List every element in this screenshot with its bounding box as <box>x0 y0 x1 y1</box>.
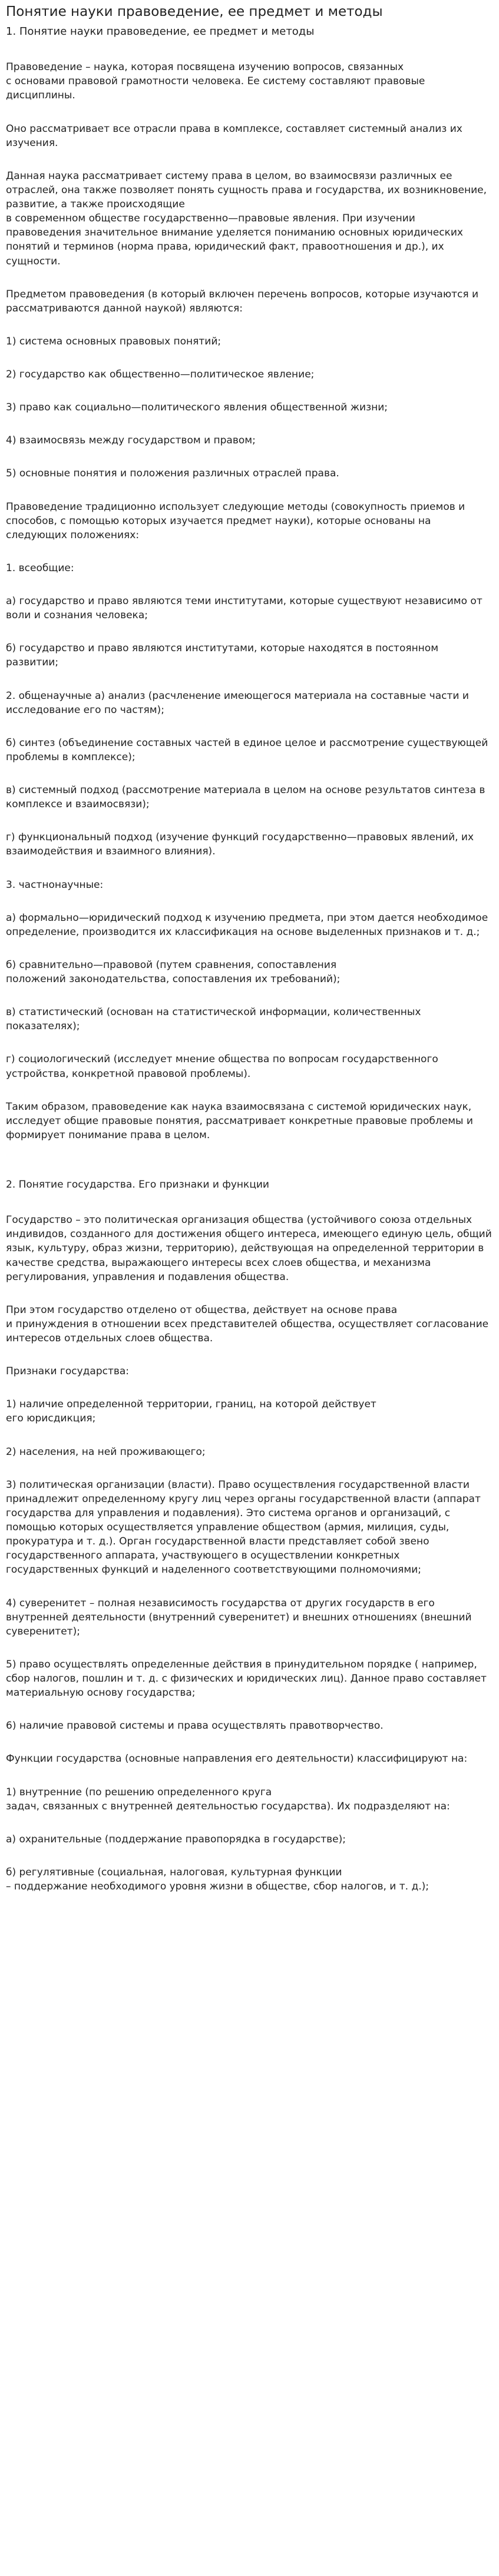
paragraph: 1) внутренние (по решению определенного круга задач, связанных с внутренней деятельностью государства). Их подразделяют на: <box>6 1786 450 1812</box>
paragraph: 2) населения, на ней проживающего; <box>6 1446 206 1458</box>
section-1-heading: 1. Понятие науки правоведение, ее предмет и методы <box>6 25 315 38</box>
paragraph: 4) взаимосвязь между государством и правом; <box>6 435 256 447</box>
page-title: Понятие науки правоведение, ее предмет и методы <box>6 4 383 19</box>
paragraph: Оно рассматривает все отрасли права в комплексе, составляет системный анализ их изучения. <box>6 122 462 149</box>
paragraph: Признаки государства: <box>6 1365 130 1378</box>
paragraph: Функции государства (основные направления его деятельности) классифицируют на: <box>6 1753 468 1765</box>
paragraph: б) синтез (объединение составных частей в единое целое и рассмотрение существующей проблемы в комплексе); <box>6 737 488 763</box>
paragraph: 1) наличие определенной территории, границ, на которой действует его юрисдикция; <box>6 1398 376 1425</box>
paragraph: 1. всеобщие: <box>6 562 74 574</box>
paragraph: Государство – это политическая организация общества (устойчивого союза отдельных индивидов, созданного для достижения общего интереса, имеющего единую цель, общий язык, культуру, образ жизни, территорию), действующая на определенной территории в качестве средства, выражающего интересы всех слоев общества, и механизма регулирования, управления и подавления общества. <box>6 1214 492 1283</box>
paragraph: Правоведение – наука, которая посвящена изучению вопросов, связанных с основами правовой грамотности человека. Ее систему составляют правовые дисциплины. <box>6 61 425 102</box>
paragraph: б) государство и право являются институтами, которые находятся в постоянном развитии; <box>6 642 439 669</box>
paragraph: Данная наука рассматривает систему права в целом, во взаимосвязи различных ее отраслей, она также позволяет понять сущность права и государства, их возникновение, развитие, а также происходящие в современном обществе государственно—правовые явления. При изучении правоведения значительное внимание уделяется пониманию основных юридических понятий и терминов (норма права, юридический факт, правоотношения и др.), их сущности. <box>6 170 487 267</box>
paragraph: 6) наличие правовой системы и права осуществлять правотворчество. <box>6 1720 384 1732</box>
paragraph: 5) основные понятия и положения различных отраслей права. <box>6 468 339 480</box>
paragraph: 1) система основных правовых понятий; <box>6 335 222 347</box>
paragraph: Предметом правоведения (в который включен перечень вопросов, которые изучаются и рассматриваются данной наукой) являются: <box>6 288 479 314</box>
paragraph: 3) политическая организации (власти). Право осуществления государственной власти принадлежит определенному кругу лиц через органы государственной власти (аппарат государства для управления и подавления). Это система органов и организаций, с помощью которых осуществляется управление обществом (армия, милиция, суды, прокуратура и т. д.). Орган государственной власти представляет собой звено государственного аппарата, участвующего в осуществлении конкретных государственных функций и наделенного соответствующими полномочиями; <box>6 1478 481 1576</box>
paragraph: б) сравнительно—правовой (путем сравнения, сопоставления положений законодательства, сопоставления их требований); <box>6 959 341 986</box>
paragraph: а) государство и право являются теми институтами, которые существуют независимо от воли и сознания человека; <box>6 595 483 622</box>
paragraph: 2. общенаучные а) анализ (расчленение имеющегося материала на составные части и исследование его по частям); <box>6 689 469 716</box>
paragraph: в) системный подход (рассмотрение материала в целом на основе результатов синтеза в комплексе и взаимосвязи); <box>6 784 485 811</box>
paragraph: г) социологический (исследует мнение общества по вопросам государственного устройства, конкретной правовой проблемы). <box>6 1053 438 1080</box>
paragraph: 3. частнонаучные: <box>6 878 104 891</box>
paragraph: Таким образом, правоведение как наука взаимосвязана с системой юридических наук, исследует общие правовые понятия, рассматривает конкретные правовые проблемы и формирует понимание права в целом. <box>6 1100 473 1141</box>
paragraph: При этом государство отделено от общества, действует на основе права и принуждения в отношении всех представителей общества, осуществляет согласование интересов отдельных слоев общества. <box>6 1304 489 1345</box>
paragraph: 5) право осуществлять определенные действия в принудительном порядке ( например, сбор налогов, пошлин и т. д. с физических и юридических лиц). Данное право составляет материальную основу государства; <box>6 1658 487 1699</box>
paragraph: 3) право как социально—политического явления общественной жизни; <box>6 402 388 414</box>
paragraph: Правоведение традиционно использует следующие методы (совокупность приемов и способов, с помощью которых изучается предмет науки), которые основаны на следующих положениях: <box>6 500 465 541</box>
paragraph: б) регулятивные (социальная, налоговая, культурная функции – поддержание необходимого уровня жизни в обществе, сбор налогов, и т. д.); <box>6 1866 429 1893</box>
paragraph: 4) суверенитет – полная независимость государства от других государств в его внутренней деятельности (внутренний суверенитет) и внешних отношениях (внешний суверенитет); <box>6 1597 472 1637</box>
paragraph: в) статистический (основан на статистической информации, количественных показателях); <box>6 1006 421 1033</box>
paragraph: 2) государство как общественно—политическое явление; <box>6 369 315 381</box>
paragraph: а) охранительные (поддержание правопорядка в государстве); <box>6 1833 346 1845</box>
section-1-body <box>6 60 493 1142</box>
paragraph: г) функциональный подход (изучение функций государственно—правовых явлений, их взаимодействия и взаимного влияния). <box>6 831 474 858</box>
section-2-body <box>6 1213 493 1894</box>
paragraph: а) формально—юридический подход к изучению предмета, при этом дается необходимое определение, производится их классификация на основе выделенных признаков и т. д.; <box>6 911 488 938</box>
section-2-heading: 2. Понятие государства. Его признаки и функции <box>6 1179 269 1191</box>
